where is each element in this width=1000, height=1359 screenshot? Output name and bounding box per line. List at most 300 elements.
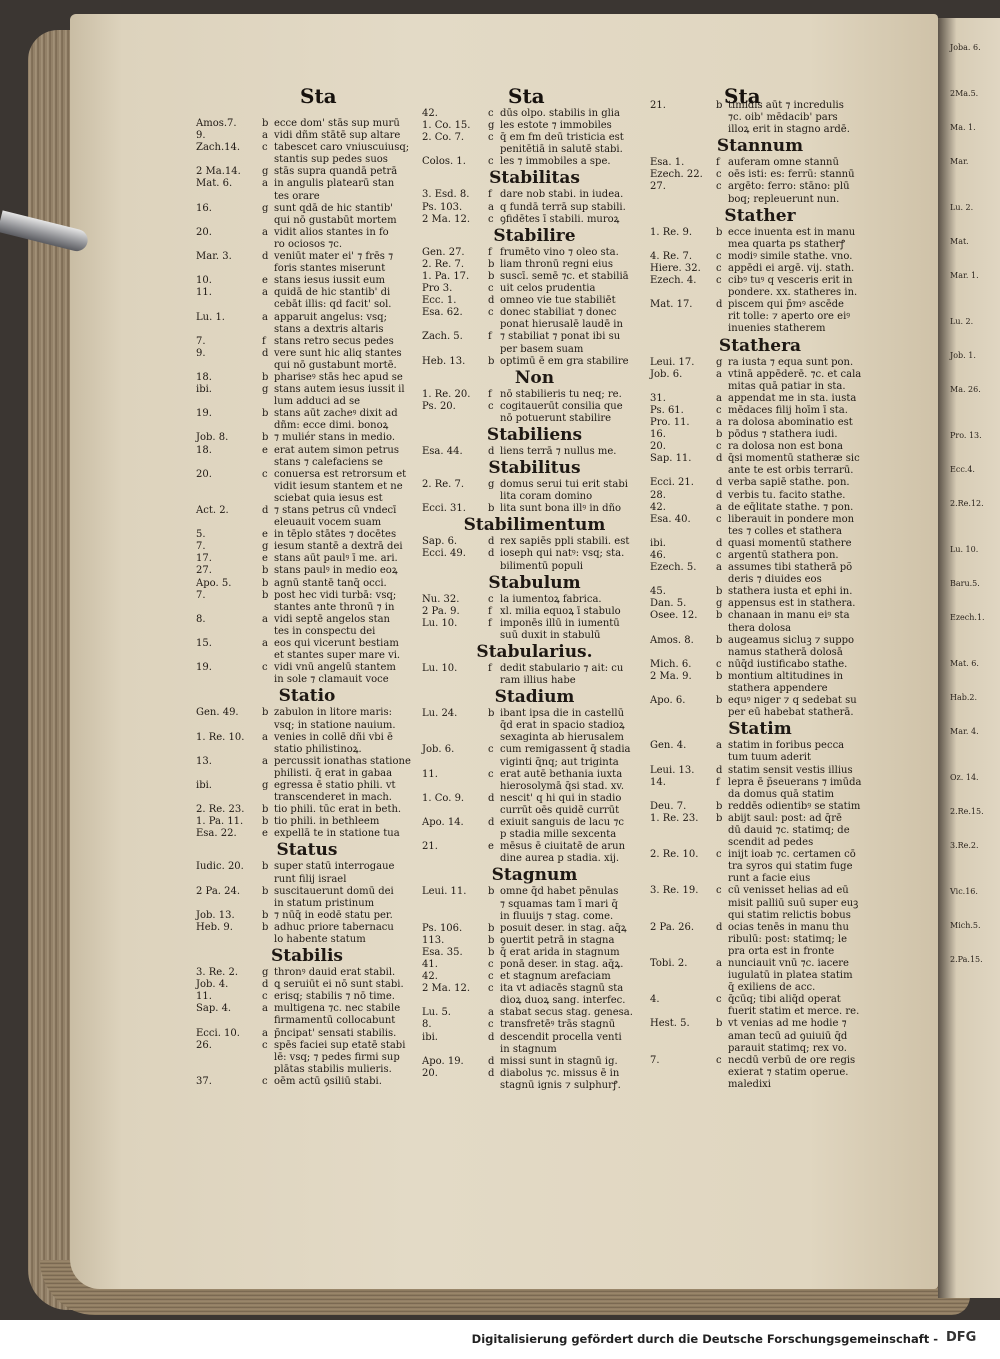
entry-continuation: eleuauit vocem suam (274, 517, 382, 529)
concordance-entry (650, 922, 870, 934)
concordance-entry (650, 538, 870, 550)
section-letter: b (716, 610, 723, 622)
entry-continuation: pra orta est in fronte (728, 945, 835, 957)
section-letter: c (488, 108, 494, 119)
entry-continuation: p stadia mille sexcenta (500, 829, 617, 841)
concordance-entry (422, 606, 647, 618)
concordance-entry (650, 958, 870, 970)
section-letter: c (488, 1019, 494, 1031)
bible-reference: 10. (196, 275, 212, 287)
section-letter: c (488, 307, 494, 319)
concordance-entry (422, 959, 647, 971)
running-head-left: Sta (300, 84, 337, 108)
section-letter: a (262, 1003, 268, 1015)
concordance-entry (650, 550, 870, 562)
entry-text: nunciauit vnū ⁊c. iacere (728, 958, 849, 969)
entry-text: augeamus sicluꝫ ⁊ suppo (728, 634, 855, 646)
section-letter: b (716, 634, 723, 646)
entry-text: erat autem simon petrus (274, 444, 399, 456)
entry-continuation: dioꝝ duoꝝ sang. interfec. (500, 995, 626, 1007)
concordance-entry (422, 189, 647, 201)
bible-reference: Osee. 12. (650, 610, 698, 622)
entry-text: ⁊ nūq̄ in eodē statu per. (274, 909, 393, 921)
bible-reference: Pro 3. (422, 283, 453, 295)
concordance-entry (422, 503, 647, 515)
entry-text: stans aūt zacheꝰ dixit ad (274, 408, 398, 420)
entry-continuation: tra syros qui statim fuge (728, 861, 853, 873)
entry-text: ponā deser. in stag. aq̄ꝝ. (500, 958, 624, 970)
facing-page-ref: Lu. 10. (950, 545, 979, 554)
section-letter: a (716, 958, 722, 969)
entry-text: montium altitudines in (728, 670, 844, 682)
entry-text: p̄ncipat' sensati stabilis. (274, 1027, 397, 1039)
entry-continuation: rit tolle: ⁊ aperto ore eiꝰ (728, 311, 851, 323)
concordance-entry (650, 157, 870, 169)
section-letter: b (488, 708, 495, 720)
bible-reference: ibi. (422, 1031, 438, 1043)
bible-reference: Ezech. 5. (650, 562, 697, 574)
bible-reference: 2. Re. 10. (650, 849, 699, 861)
bible-reference: 28. (650, 489, 666, 501)
section-letter: e (262, 444, 268, 456)
bible-reference: 2. Re. 7. (422, 479, 465, 491)
concordance-entry (650, 671, 870, 683)
section-letter: a (262, 1027, 268, 1039)
concordance-entry (650, 417, 870, 429)
entry-continuation: runt filij israel (274, 873, 347, 885)
bible-reference: 46. (650, 550, 666, 561)
bible-reference: Lu. 24. (422, 708, 458, 720)
entry-text: appensus est in stathera. (728, 598, 856, 610)
concordance-entry (650, 813, 870, 825)
entry-continuation: misit palliū suū super euꝫ (728, 897, 859, 909)
entry-continuation: ⁊ squamas tam ī mari q̄ (500, 898, 618, 910)
lemma-heading: Stabiliens (486, 424, 583, 445)
section-letter: d (488, 792, 495, 804)
entry-continuation: stans a dextris altaris (274, 323, 384, 335)
entry-text: percussit ionathas statione (274, 755, 411, 767)
bible-reference: 9. (196, 130, 206, 142)
entry-continuation: penitētiā in salutē stabi. (500, 144, 623, 156)
section-letter: a (262, 287, 268, 299)
section-letter: d (488, 1031, 495, 1043)
bible-reference: 1. Co. 15. (422, 120, 471, 132)
concordance-entry (196, 578, 418, 590)
facing-page-ref: 2.Re.12. (950, 499, 984, 508)
facing-page-ref: Lu. 2. (950, 317, 974, 326)
entry-text: reddēs odientibꝰ se statim (728, 800, 861, 812)
bible-reference: 3. Re. 2. (196, 967, 239, 979)
section-letter: f (488, 617, 492, 629)
entry-text: cibꝰ tuꝰ q vesceris erit in (728, 275, 853, 287)
entry-continuation: boq; repleuerunt nun. (728, 193, 840, 205)
section-letter: c (716, 275, 722, 287)
entry-text: vere sunt hic aliq stantes (274, 347, 402, 359)
section-letter: c (716, 404, 722, 416)
entry-text: ocias tenēs in manu thu (728, 921, 849, 933)
section-letter: a (716, 392, 722, 404)
entry-continuation: illoꝝ erit in stagno ardē. (728, 124, 850, 136)
bible-reference: 2 Pa. 24. (196, 885, 241, 897)
entry-text: vidit alios stantes in fo (274, 226, 389, 238)
lemma-heading: Stabilitus (488, 458, 581, 479)
section-letter: c (716, 262, 722, 274)
section-letter: b (716, 695, 723, 707)
section-letter: a (262, 638, 268, 650)
bible-reference: Mat. 17. (650, 299, 693, 311)
entry-text: tabescet caro vniuscuiusq; (274, 142, 410, 154)
concordance-entry (422, 247, 647, 259)
concordance-entry (422, 947, 647, 959)
facing-page-ref: Vic.16. (950, 887, 978, 896)
facing-page-ref: 3.Re.2. (950, 841, 979, 850)
entry-text: q̄ erat arida in stagnum (500, 946, 620, 958)
entry-text: ⁊ muliér stans in medio. (274, 432, 396, 444)
entry-continuation: philisti. q̄ erat in gabaa (274, 767, 393, 779)
section-letter: d (488, 548, 495, 560)
entry-continuation: transcenderet in mach. (274, 792, 392, 804)
entry-continuation: statio philistinoꝝ. (274, 743, 362, 755)
bible-reference: Job. 13. (196, 909, 235, 921)
bible-reference: 11. (422, 768, 438, 780)
entry-text: diabolus ⁊c. missus ē in (500, 1067, 620, 1079)
entry-text: q fundā terrā sup stabili. (500, 201, 626, 213)
facing-page-ref: Oz. 14. (950, 773, 979, 782)
bible-reference: 8. (196, 613, 206, 625)
entry-text: q̄si momentū statheræ sic (728, 453, 860, 465)
entry-continuation: aman tecū ad ꝯuiuiū q̄d (728, 1030, 848, 1042)
bible-reference: Job. 4. (196, 979, 229, 991)
concordance-entry (650, 635, 870, 647)
concordance-entry (196, 922, 418, 934)
entry-continuation: stantes ante thronū ⁊ in (274, 601, 395, 613)
section-letter: a (716, 368, 722, 380)
entry-continuation: per basem suam (500, 343, 584, 355)
entry-text: assumes tibi statherā põ (728, 562, 853, 574)
bible-reference: 18. (196, 371, 212, 383)
concordance-entry (650, 502, 870, 514)
entry-continuation: inuenies statherem (728, 323, 826, 335)
entry-continuation: deris ⁊ diuides eos (728, 574, 822, 586)
bible-reference: Heb. 9. (196, 921, 233, 933)
bible-reference: 5. (196, 529, 206, 541)
entry-text: in tēplo stātes ⁊ docētes (274, 529, 397, 541)
concordance-entry (196, 638, 418, 650)
entry-continuation: in sole ⁊ clamauit voce (274, 674, 389, 686)
entry-text: post hec vidi turbā: vsq; (274, 589, 397, 601)
bible-reference: 7. (196, 589, 206, 601)
entry-text: exiuit sanguis de lacu ⁊c (500, 817, 624, 829)
entry-continuation: parauit statimq; rex vo. (728, 1042, 847, 1054)
bible-reference: Tobi. 2. (650, 958, 688, 969)
entry-continuation: in fluuijs ⁊ stag. come. (500, 910, 614, 922)
concordance-entry (650, 393, 870, 405)
entry-continuation: et stantes super mare vi. (274, 650, 401, 662)
entry-text: q̄ em fm deū tristicia est (500, 132, 624, 144)
bible-reference: 2. Co. 7. (422, 132, 465, 144)
concordance-entry (422, 769, 647, 781)
entry-text: optimū ē em gra stabilire (500, 355, 629, 367)
lemma-heading: Stabilitas (489, 168, 580, 189)
section-letter: f (488, 246, 492, 258)
section-letter: b (488, 270, 495, 282)
section-letter: c (488, 744, 494, 756)
section-letter: d (716, 537, 723, 549)
entry-continuation: fuerit statim et merce. re. (728, 1006, 860, 1018)
entry-text: stans autem iesus iussit il (274, 384, 405, 396)
section-letter: c (716, 550, 722, 561)
entry-continuation: qui nō gustabūt mortem (274, 214, 397, 226)
bible-reference: 16. (650, 429, 666, 441)
section-letter: c (716, 1054, 722, 1066)
section-letter: b (716, 812, 723, 824)
section-letter: b (262, 707, 269, 719)
section-letter: b (262, 589, 269, 601)
section-letter: b (262, 861, 269, 873)
concordance-entry (196, 979, 418, 991)
entry-text: agnū stantē tanq̄ occi. (274, 577, 387, 589)
bible-reference: Ecci. 10. (196, 1027, 240, 1039)
entry-continuation: thera dolosa (728, 622, 792, 634)
bible-reference: Mat. 6. (196, 178, 233, 190)
concordance-entry (422, 389, 647, 401)
section-letter: b (488, 886, 495, 898)
concordance-entry (650, 885, 870, 897)
facing-page-ref: Mar. 1. (950, 271, 979, 280)
entry-text: argēto: ferro: stāno: plū (728, 181, 850, 193)
bible-reference: 1. Re. 20. (422, 388, 471, 400)
concordance-entry (196, 828, 418, 840)
entry-text: rex sapiēs ppli stabili. est (500, 536, 630, 548)
bible-reference: 14. (650, 776, 666, 788)
bible-reference: Heb. 13. (422, 355, 466, 367)
facing-page-ref: Mar. 4. (950, 727, 979, 736)
bible-reference: Ecci. 21. (650, 477, 694, 489)
entry-text: tio phili. tūc erat in beth. (274, 804, 402, 816)
bible-reference: 26. (196, 1039, 212, 1051)
entry-text: et stagnum arefaciam (500, 971, 611, 983)
entry-text: pōdus ⁊ stathera iudi. (728, 429, 838, 441)
concordance-entry (650, 299, 870, 311)
entry-text: erat autē bethania iuxta (500, 768, 623, 780)
section-letter: c (262, 468, 268, 480)
concordance-entry (650, 994, 870, 1006)
concordance-entry (422, 548, 647, 560)
entry-text: phariseꝰ stās hec apud se (274, 371, 403, 383)
bible-reference: Leui. 13. (650, 764, 695, 776)
bible-reference: 19. (196, 662, 212, 674)
concordance-entry (422, 401, 647, 413)
entry-continuation: stagnū ignis ⁊ sulphurꝭ. (500, 1079, 621, 1091)
concordance-entry (196, 662, 418, 674)
concordance-entry (650, 659, 870, 671)
concordance-entry (196, 118, 418, 130)
section-letter: a (262, 755, 268, 767)
entry-continuation: iugulatū in platea statim (728, 970, 853, 982)
bible-reference: 7. (650, 1054, 660, 1066)
entry-continuation: dū dauid ⁊c. statimq; de (728, 824, 850, 836)
section-letter: g (262, 779, 269, 791)
bible-reference: 2. Re. 23. (196, 804, 245, 816)
entry-continuation: q̄ exiliens de acc. (728, 982, 816, 994)
facing-page-ref: Baru.5. (950, 579, 980, 588)
entry-text: piscem qui p̄mꝰ ascēde (728, 299, 844, 311)
section-letter: b (716, 1018, 723, 1030)
concordance-entry (422, 618, 647, 630)
entry-text: auferam omne stannū (728, 157, 839, 169)
concordance-entry (650, 695, 870, 707)
bible-reference: 45. (650, 586, 666, 598)
entry-text: ecce dom' stās sup murū (274, 118, 400, 129)
entry-text: stans retro secus pedes (274, 335, 394, 347)
bible-reference: Ps. 20. (422, 400, 456, 412)
bible-reference: Ezech. 22. (650, 169, 703, 181)
entry-text: omneo vie tue stabiliēt (500, 295, 616, 307)
entry-text: statim sensit vestis illius (728, 764, 853, 776)
section-letter: b (262, 909, 269, 921)
entry-text: posuit deser. in stag. aq̄ꝝ (500, 922, 627, 934)
entry-text: domus serui tui erit stabi (500, 479, 628, 491)
section-letter: c (488, 768, 494, 780)
bible-reference: Dan. 5. (650, 598, 687, 610)
section-letter: e (262, 275, 268, 287)
bible-reference: 27. (196, 565, 212, 577)
concordance-entry (650, 1018, 870, 1030)
entry-text: oēm actū ꝯsiliū stabi. (274, 1075, 382, 1087)
lemma-heading: Stagnum (491, 865, 578, 886)
section-letter: a (488, 201, 494, 213)
entry-continuation: nō potuerunt stabilire (500, 412, 612, 424)
entry-text: stathera iusta et ephi in. (728, 586, 853, 598)
section-letter: e (488, 841, 494, 853)
section-letter: d (716, 477, 723, 489)
bible-reference: Esa. 35. (422, 946, 463, 958)
section-letter: d (488, 295, 495, 307)
concordance-entry (422, 663, 647, 675)
section-letter: f (488, 388, 492, 400)
dfg-logo: DFG (946, 1330, 977, 1345)
bible-reference: Gen. 27. (422, 246, 465, 258)
concordance-entry (422, 1068, 647, 1080)
entry-text: suscitauerunt domū dei (274, 885, 394, 897)
bible-reference: Apo. 6. (650, 695, 686, 707)
section-letter: f (262, 335, 266, 347)
entry-continuation: in statum pristinum (274, 897, 375, 909)
bible-reference: Job. 6. (422, 744, 455, 756)
bible-reference: 1. Re. 9. (650, 226, 693, 238)
bible-reference: Gen. 49. (196, 707, 239, 719)
entry-text: nūq̄d iustificabo stathe. (728, 658, 848, 670)
entry-text: mēsus ē ciuitatē de arun (500, 841, 626, 853)
concordance-entry (650, 369, 870, 381)
concordance-entry (650, 100, 870, 112)
lemma-heading: Stannum (716, 136, 804, 157)
section-letter: d (262, 979, 269, 991)
entry-text: ita vt adiacēs stagnū sta (500, 983, 624, 995)
section-letter: a (716, 562, 722, 574)
facing-page-refs (950, 40, 1000, 998)
lemma-heading: Stabulum (488, 572, 581, 593)
bible-reference: 17. (196, 553, 212, 565)
bible-reference: 3. Re. 19. (650, 885, 699, 897)
entry-text: stans iesus iussit eum (274, 275, 386, 287)
concordance-entry (196, 1040, 418, 1052)
lemma-heading: Stadium (494, 687, 575, 708)
running-head-right: Sta (724, 84, 761, 108)
entry-continuation: viginti q̄nq; aut triginta (500, 756, 619, 768)
section-letter: f (488, 331, 492, 343)
bible-reference: 2 Ma. 12. (422, 983, 471, 995)
entry-text: nō stabilieris tu neq; re. (500, 388, 622, 400)
entry-continuation: vsq; in statione nauium. (274, 719, 396, 731)
bible-reference: Leui. 11. (422, 886, 467, 898)
entry-continuation: stans ⁊ calefaciens se (274, 456, 383, 468)
concordance-entry (422, 271, 647, 283)
entry-text: expellā te in statione tua (274, 828, 400, 840)
text-column-2 (422, 108, 647, 1092)
bible-reference: Lu. 10. (422, 617, 458, 629)
concordance-entry (196, 142, 418, 154)
section-letter: a (716, 416, 722, 428)
concordance-entry (196, 227, 418, 239)
concordance-entry (422, 983, 647, 995)
entry-continuation: exierat ⁊ statim operue. (728, 1066, 849, 1078)
section-letter: b (262, 816, 269, 828)
entry-text: erisq; stabilis ⁊ nō time. (274, 991, 395, 1003)
bible-reference: 1. Co. 9. (422, 792, 465, 804)
section-letter: b (262, 118, 269, 129)
section-letter: a (262, 178, 268, 190)
section-letter: b (262, 408, 269, 420)
bible-reference: 3. Esd. 8. (422, 189, 470, 201)
concordance-entry (422, 1032, 647, 1044)
facing-page-ref: 2Ma.5. (950, 89, 979, 98)
concordance-entry (650, 586, 870, 598)
bible-reference: Ecci. 31. (422, 503, 466, 515)
section-letter: g (716, 598, 723, 610)
entry-continuation: ribulū: post: statimq; le (728, 933, 848, 945)
bible-reference: 18. (196, 444, 212, 456)
bible-reference: Esa. 22. (196, 828, 237, 840)
entry-text: chanaan in manu eiꝰ sta (728, 610, 850, 622)
entry-text: dedit stabulario ⁊ ait: cu (500, 663, 624, 674)
entry-continuation: lo habente statum (274, 934, 366, 945)
bible-reference: Zach. 5. (422, 331, 463, 343)
section-letter: b (488, 503, 495, 515)
concordance-entry (196, 469, 418, 481)
concordance-entry (196, 166, 418, 178)
entry-continuation: tes in conspectu dei (274, 625, 376, 637)
concordance-entry (196, 287, 418, 299)
bible-reference: 2 Ma. 9. (650, 670, 692, 682)
section-letter: b (488, 946, 495, 958)
entry-text: la iumentoꝝ fabrica. (500, 593, 602, 605)
concordance-entry (422, 446, 647, 458)
bible-reference: Sap. 6. (422, 536, 458, 548)
bible-reference: ibi. (650, 537, 666, 549)
entry-text: ioseph qui natꝰ: vsq; sta. (500, 548, 625, 560)
bible-reference: Sap. 4. (196, 1003, 232, 1015)
bible-reference: 31. (650, 392, 666, 404)
entry-text: donec stabiliat ⁊ donec (500, 307, 617, 319)
section-letter: c (488, 983, 494, 995)
bible-reference: 1. Re. 23. (650, 812, 699, 824)
entry-text: stās supra quandā petrā (274, 166, 398, 178)
section-letter: c (488, 283, 494, 295)
section-letter: b (716, 429, 723, 441)
lemma-heading: Stabilire (493, 225, 576, 246)
entry-text: argentū stathera pon. (728, 550, 839, 561)
